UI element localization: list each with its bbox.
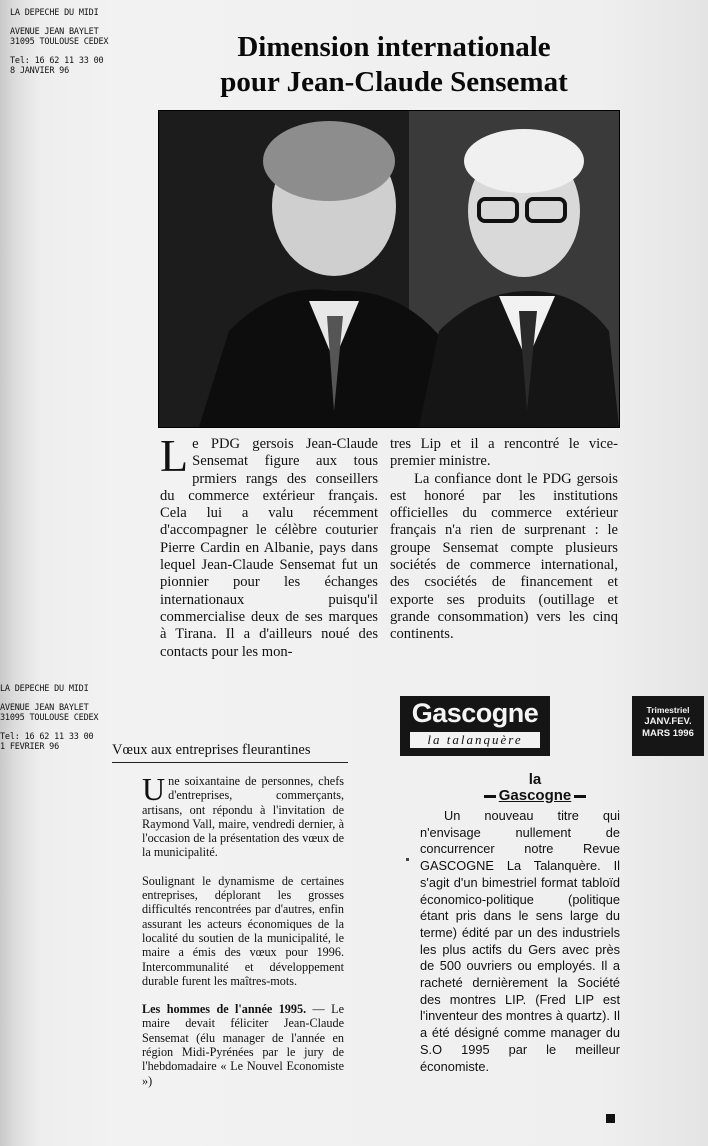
article-headline xyxy=(160,30,628,100)
badge-line-3: MARS 1996 xyxy=(642,728,694,739)
press-stamp-top xyxy=(10,8,108,77)
badge-line-2: JANV.FEV. xyxy=(644,716,692,727)
article2-heading: Vœux aux entreprises fleurantines xyxy=(112,741,348,763)
stamp-line: 31095 TOULOUSE CEDEX xyxy=(0,713,99,723)
article2-paragraph xyxy=(142,1002,344,1088)
main-article-column-2 xyxy=(390,436,618,644)
stamp-line: Tel: 16 62 11 33 00 xyxy=(10,55,104,66)
main-article-paragraph xyxy=(160,430,378,661)
stamp-line: 1 FEVRIER 96 xyxy=(0,742,60,752)
stamp-gap xyxy=(0,695,98,703)
stamp-gap xyxy=(10,48,108,56)
article2-paragraph xyxy=(142,771,344,860)
gascogne-article-paragraph: Un nouveau titre qui n'envisage nullement de concurrencer notre Revue GASCOGNE La Talanquère. Il s'agit d'un bimestriel format tabloïd économico-politique (politique étant pris dans le sens large du terme) édité par un des industriels les plus actifs du Gers avec près de 500 ouvriers ou employés. Il a racheté dernièrement la Société des montres LIP. (Fred LIP est l'inventeur des montres à quartz). Il a été désigné comme manager du S.O 1995 par le meilleur économiste. xyxy=(420,808,620,1074)
stamp-line: LA DEPECHE DU MIDI xyxy=(10,8,99,18)
badge-line-1: Trimestriel xyxy=(646,705,690,715)
stamp-line: LA DEPECHE DU MIDI xyxy=(0,684,89,694)
stamp-line: Tel: 16 62 11 33 00 xyxy=(0,731,94,742)
paragraph-text: — Le maire devait féliciter Jean-Claude Sensemat (élu manager de l'année en région Midi-Pyrénées par le jury de l'hebdomadaire « Le Nouvel Economiste ») xyxy=(142,1002,344,1088)
main-article-paragraph: tres Lip et il a rencontré le vice-premier ministre. xyxy=(390,436,618,470)
main-article-column-1 xyxy=(160,430,378,661)
article2-subhead: Les hommes de l'année 1995. xyxy=(142,1002,307,1017)
article2-column xyxy=(142,771,344,1102)
paragraph-text: ne soixantaine de personnes, chefs d'entreprises, commerçants, artisans, ont répondu à l'invitation de Raymond Vall, maire, vendredi dernier, à l'occasion de la présentation des vœux de la municipalité. xyxy=(142,774,344,860)
paragraph-text: e PDG gersois Jean-Claude Sensemat figure aux tous prmiers rangs des conseillers du commerce extérieur français. Cela lui a valu récemment d'accompagner le célèbre couturier Pierre Cardin en Albanie, pays dans lequel Jean-Claude Sensemat fut un pionnier pour les échanges internationaux puisqu'il commercialise deux de ses marques à Tirana. Il a d'ailleurs noué des contacts pour les mon- xyxy=(160,436,378,660)
article-photo xyxy=(158,110,620,428)
headline-line-2: pour Jean-Claude Sensemat xyxy=(220,66,568,98)
drop-cap: U xyxy=(142,771,166,807)
gascogne-article-title xyxy=(470,772,600,804)
dash-ornament xyxy=(574,795,586,798)
gascogne-article-column xyxy=(420,808,620,1075)
logo-sub-text: la talanquère xyxy=(410,732,540,748)
dash-ornament xyxy=(484,795,496,798)
gascogne-title-line-2: Gascogne xyxy=(498,787,572,804)
end-of-article-mark xyxy=(606,1114,615,1123)
stamp-gap xyxy=(0,724,98,732)
stamp-line: AVENUE JEAN BAYLET xyxy=(0,702,89,713)
stamp-line: AVENUE JEAN BAYLET xyxy=(10,26,99,37)
main-article-paragraph: La confiance dont le PDG gersois est honoré par les institutions officielles du commerce extérieur français n'a rien de surprenant : le groupe Sensemat compte plusieurs sociétés de commerce international, des csociétés de financement et exporte ses produits (outillage et grande consommation) vers les cinq continents. xyxy=(390,470,618,643)
gascogne-logo xyxy=(400,696,550,756)
print-speck xyxy=(406,858,409,861)
stamp-line: 31095 TOULOUSE CEDEX xyxy=(10,37,109,47)
drop-cap: L xyxy=(160,430,189,481)
gascogne-title-line-1: la xyxy=(528,771,542,788)
press-stamp-middle xyxy=(0,684,98,753)
publication-badge xyxy=(632,696,704,756)
gascogne-title-line-2-wrap xyxy=(470,788,600,804)
logo-main-text: Gascogne xyxy=(411,698,539,728)
stamp-line: 8 JANVIER 96 xyxy=(10,66,70,76)
stamp-gap xyxy=(10,19,108,27)
article2-paragraph: Soulignant le dynamisme de certaines entreprises, déplorant les grosses difficultés rencontrées par d'autres, enfin assurant les acteurs économiques de la localité du soutien de la municipalité, le maire a émis des vœux pour 1996. Intercommunalité et développement durable furent les maîtres-mots. xyxy=(142,873,344,988)
headline-line-1: Dimension internationale xyxy=(237,31,551,63)
photo-illustration xyxy=(159,111,619,427)
